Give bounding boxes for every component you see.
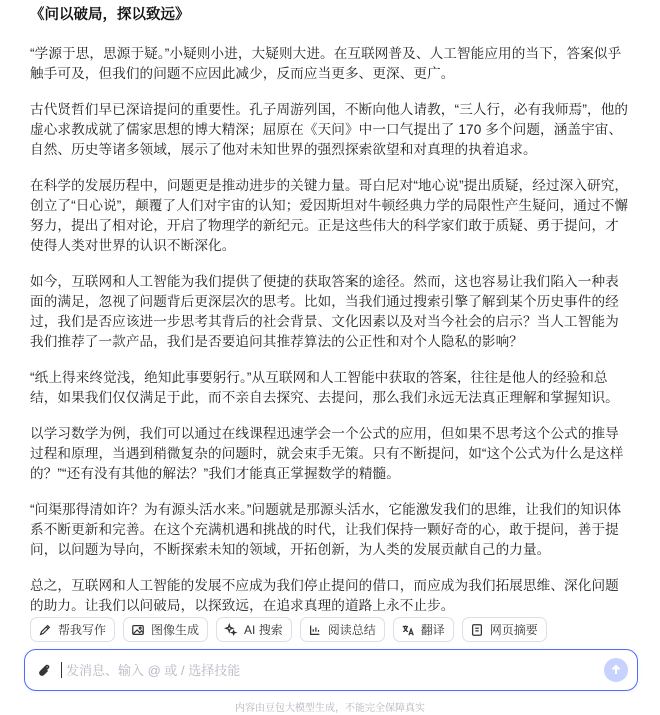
arrow-up-icon [610,664,622,676]
skill-chip-label: 阅读总结 [327,623,376,637]
article-paragraph: 总之，互联网和人工智能的发展不应成为我们停止提问的借口，而应成为我们拓展思维、深化问题的助力。让我们以问破局，以探致远，在追求真理的道路上永不止步。 [30,578,619,613]
translate-icon [401,623,415,637]
article-paragraph: “学源于思，思源于疑。”小疑则小进，大疑则大进。在互联网普及、人工智能应用的当下，答案似乎触手可及，但我们的问题不应因此减少，反而应当更多、更深、更广。 [30,46,622,81]
skill-bar [30,617,547,642]
skill-chip-label: AI 搜索 [244,623,283,637]
ai-search-icon [224,623,238,637]
article-paragraph: 以学习数学为例，我们可以通过在线课程迅速学会一个公式的应用，但如果不思考这个公式的推导过程和原理，当遇到稍微复杂的问题时，就会束手无策。只有不断提问，如“这个公式为什么是这样的？”“还有没有其他的解法？”我们才能真正掌握数学的精髓。 [30,426,624,481]
article-title: 《问以破局，探以致远》 [30,7,190,23]
article-paragraph: 古代贤哲们早已深谙提问的重要性。孔子周游列国，不断向他人请教，“三人行，必有我师焉”，他的虚心求教成就了儒家思想的博大精深；屈原在《天问》中一口气提出了 170 多个问题，涵盖宇宙、自然、历史等诸多领域，展示了他对未知世界的强烈探索欲望和对真理的执着追求。 [30,102,629,157]
skill-chip-writing[interactable] [30,617,115,642]
image-icon [131,623,145,637]
skill-chip-image-generation[interactable] [123,617,208,642]
article-paragraph: 如今，互联网和人工智能为我们提供了便捷的获取答案的途径。然而，这也容易让我们陷入一种表面的满足，忽视了问题背后更深层次的思考。比如，当我们通过搜索引擎了解到某个历史事件的经过，我们是否应该进一步思考其背后的社会背景、文化因素以及对当今社会的启示？当人工智能为我们推荐了一款产品，我们是否要追问其推荐算法的公正性和对个人隐私的影响？ [30,274,619,349]
message-composer [24,649,638,691]
article-paragraph: “问渠那得清如许？为有源头活水来。”问题就是那源头活水，它能激发我们的思维，让我们的知识体系不断更新和完善。在这个充满机遇和挑战的时代，让我们保持一颗好奇的心，敢于提问，善于提问，以问题为导向，不断探索未知的领域，开拓创新，为人类的发展贡献自己的力量。 [30,502,622,557]
skill-chip-translate[interactable] [393,617,454,642]
pen-icon [38,623,52,637]
send-button[interactable] [604,658,628,682]
skill-chip-label: 帮我写作 [58,623,107,637]
read-summary-icon [308,623,322,637]
webpage-icon [470,623,484,637]
message-input[interactable] [66,663,586,678]
article [30,0,630,632]
skill-chip-label: 翻译 [420,623,445,637]
skill-chip-webpage-summary[interactable] [462,617,547,642]
article-paragraph: 在科学的发展历程中，问题更是推动进步的关键力量。哥白尼对“地心说”提出质疑，经过深入研究，创立了“日心说”，颠覆了人们对宇宙的认知；爱因斯坦对牛顿经典力学的局限性产生疑问，通过不懈努力，提出了相对论，开启了物理学的新纪元。正是这些伟大的科学家们敢于质疑、勇于提问，才使得人类对世界的认识不断深化。 [30,178,629,253]
article-paragraph: “纸上得来终觉浅，绝知此事要躬行。”从互联网和人工智能中获取的答案，往往是他人的经验和总结，如果我们仅仅满足于此，而不亲自去探究、去提问，那么我们永远无法真正理解和掌握知识。 [30,370,619,405]
disclaimer: 内容由豆包大模型生成，不能完全保障真实 [235,703,425,714]
skill-chip-reading-summary[interactable] [300,617,385,642]
skill-chip-label: 网页摘要 [489,623,538,637]
text-caret [61,662,62,678]
skill-chip-ai-search[interactable] [216,617,292,642]
skill-chip-label: 图像生成 [151,623,200,637]
paperclip-icon[interactable] [35,661,53,679]
